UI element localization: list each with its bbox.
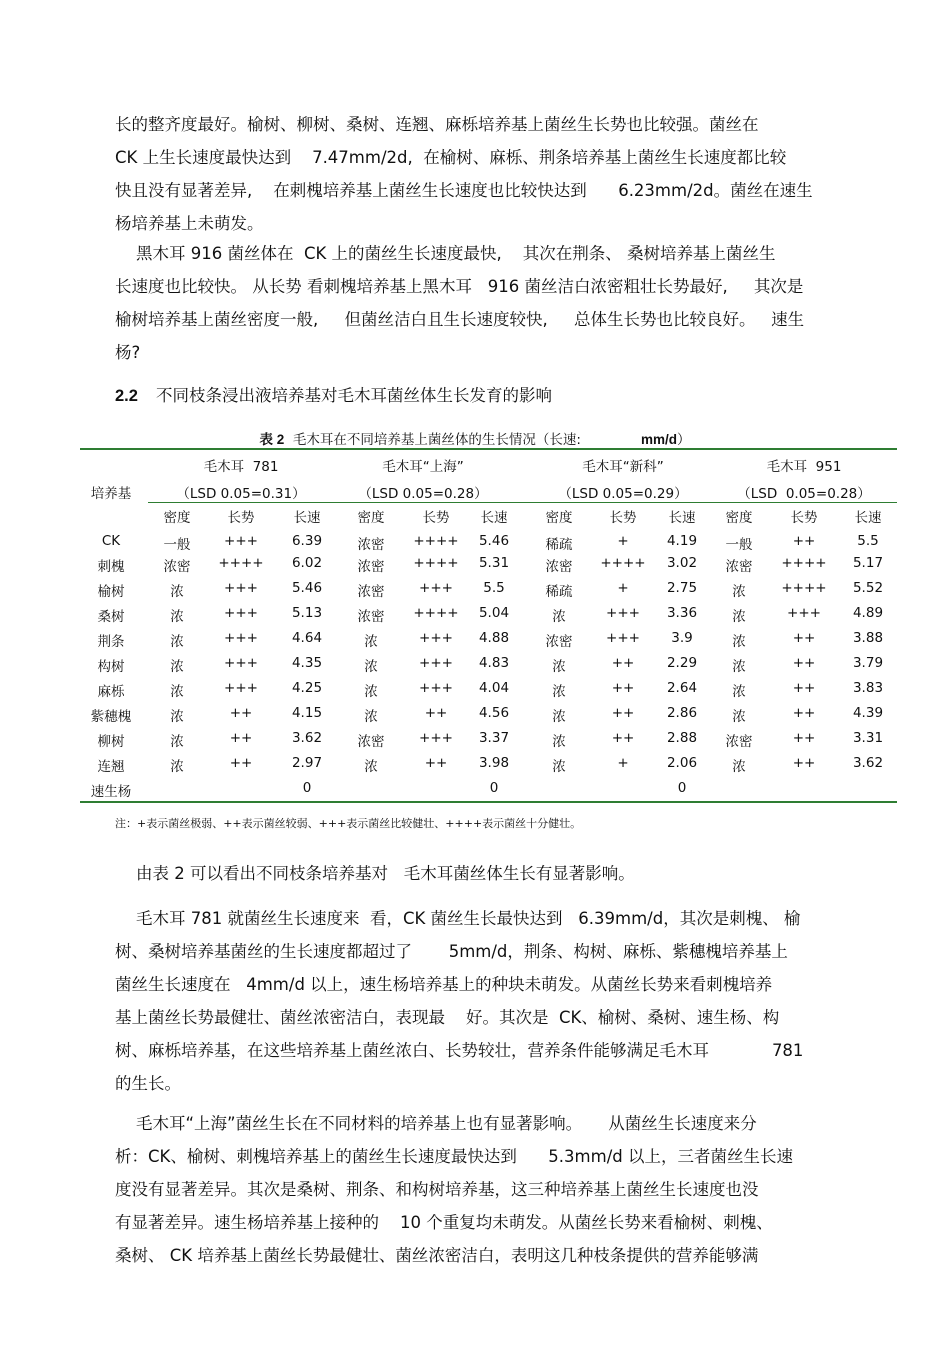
table-cell: ++++ (413, 605, 459, 621)
text-line: 析：CK、榆树、刺槐培养基上的菌丝生长速度最快达到 5.3mm/d 以上，三者菌丝生长速 (115, 1147, 793, 1166)
table-cell: 3.98 (478, 755, 510, 771)
sub-header: 长速 (854, 510, 882, 526)
group-lsd: （LSD 0.05=0.31） (176, 486, 306, 502)
table-cell: 0 (302, 780, 312, 796)
table-cell: 5.52 (852, 580, 884, 596)
sub-header: 长速 (668, 510, 696, 526)
table-cell: ++ (792, 655, 816, 671)
table-cell: ++++ (413, 555, 459, 571)
table-cell: 5.17 (852, 555, 884, 571)
table-cell: ++ (611, 680, 635, 696)
table-number: 表 2 (259, 432, 285, 447)
text-line: 毛木耳“上海”菌丝生长在不同材料的培养基上也有显著影响。 从菌丝生长速度来分 (115, 1114, 757, 1133)
table-cell: 5.5 (857, 533, 879, 549)
table-cell: 浓 (552, 759, 566, 775)
table-cell: 5.04 (478, 605, 510, 621)
table-cell: ++ (792, 755, 816, 771)
section-title: 不同枝条浸出液培养基对毛木耳菌丝体生长发育的影响 (155, 386, 552, 405)
table-unit: mm/d (640, 432, 677, 447)
table-title: 毛木耳在不同培养基上菌丝体的生长情况（长速: (284, 432, 581, 448)
row-label: 构树 (97, 659, 125, 675)
table-cell: 一般 (163, 537, 191, 553)
table-cell: +++ (224, 655, 258, 671)
table-cell: 浓 (552, 609, 566, 625)
table-cell: 4.19 (666, 533, 698, 549)
text-line: 长速度也比较快。 从长势 看刺槐培养基上黑木耳 916 菌丝洁白浓密粗壮长势最好, 其次是 (115, 277, 804, 296)
sub-header: 长势 (422, 510, 450, 526)
table-cell: ++++ (781, 580, 827, 596)
table-cell: 浓 (732, 634, 746, 650)
row-label: 麻栎 (97, 684, 125, 700)
table-cell: 4.64 (291, 630, 323, 646)
table-cell: 3.88 (852, 630, 884, 646)
group-header: 毛木耳“上海” (382, 459, 464, 475)
table-cell: 浓密 (357, 734, 385, 750)
table-cell: 5.46 (478, 533, 510, 549)
table-cell: 2.75 (666, 580, 698, 596)
table-cell: + (617, 533, 629, 549)
table-cell: 浓 (170, 634, 184, 650)
table-cell: 0 (677, 780, 687, 796)
table-cell: ++++ (218, 555, 264, 571)
table-cell: 2.29 (666, 655, 698, 671)
table-cell: 3.62 (291, 730, 323, 746)
table-cell: 5.13 (291, 605, 323, 621)
table-cell: ++ (792, 730, 816, 746)
table-cell: 0 (489, 780, 499, 796)
table-cell: ++ (611, 655, 635, 671)
table-cell: 浓 (732, 659, 746, 675)
table-cell: 浓密 (163, 559, 191, 575)
text-line: 树、麻栎培养基，在这些培养基上菌丝浓白、长势较壮，营养条件能够满足毛木耳 781 (115, 1041, 804, 1060)
table-cell: +++ (224, 630, 258, 646)
table-cell: ++ (229, 730, 253, 746)
table-cell: +++ (419, 730, 453, 746)
table-cell: 浓密 (725, 559, 753, 575)
table-cell: 4.35 (291, 655, 323, 671)
text-line: 快且没有显著差异, 在刺槐培养基上菌丝生长速度也比较快达到 6.23mm/2d。菌丝在速生 (115, 181, 813, 200)
table-cell: 浓 (552, 684, 566, 700)
table-cell: 2.88 (666, 730, 698, 746)
group-header: 毛木耳“新科” (582, 459, 664, 475)
table-cell: ++ (792, 680, 816, 696)
table-cell: + (617, 580, 629, 596)
group-lsd: （LSD 0.05=0.28） (737, 486, 871, 502)
table-cell: 浓 (170, 709, 184, 725)
table-cell: +++ (787, 605, 821, 621)
table-cell: 4.56 (478, 705, 510, 721)
sub-header: 密度 (357, 510, 385, 526)
text-line: 桑树、 CK 培养基上菌丝长势最健壮、菌丝浓密洁白，表明这几种枝条提供的营养能够满 (115, 1246, 759, 1265)
table-cell: 浓 (364, 759, 378, 775)
table-cell: 浓 (364, 684, 378, 700)
table-cell: +++ (419, 680, 453, 696)
text-line: 长的整齐度最好。榆树、柳树、桑树、连翘、麻栎培养基上菌丝生长势也比较强。菌丝在 (115, 115, 759, 134)
text-line: 由表 2 可以看出不同枝条培养基对 毛木耳菌丝体生长有显著影响。 (115, 864, 635, 883)
group-header: 毛木耳 951 (766, 459, 842, 475)
table-cell: ++ (229, 705, 253, 721)
table-cell: 2.06 (666, 755, 698, 771)
table-cell: 浓密 (545, 634, 573, 650)
text-line: 度没有显著差异。其次是桑树、荆条、和构树培养基，这三种培养基上菌丝生长速度也没 (115, 1180, 759, 1199)
row-label: 紫穗槐 (90, 709, 132, 725)
table-cell: 4.25 (291, 680, 323, 696)
row-label: 速生杨 (90, 784, 132, 800)
table-cell: 浓 (364, 634, 378, 650)
table-cell: 浓密 (357, 537, 385, 553)
sub-header: 密度 (545, 510, 573, 526)
table-cell: +++ (606, 605, 640, 621)
table-cell: 浓 (170, 759, 184, 775)
table-cell: 5.46 (291, 580, 323, 596)
table-cell: 浓 (732, 584, 746, 600)
table-cell: +++ (224, 605, 258, 621)
table-cell: ++ (792, 705, 816, 721)
table-cell: ++ (424, 755, 448, 771)
table-cell: ++ (792, 533, 816, 549)
sub-header: 长速 (293, 510, 321, 526)
paragraph-3 (115, 857, 855, 890)
table-cell: 4.88 (478, 630, 510, 646)
table-cell: ++++ (781, 555, 827, 571)
table-cell: 4.83 (478, 655, 510, 671)
row-label: 榆树 (97, 584, 125, 600)
table-cell: 3.79 (852, 655, 884, 671)
table-cell: 浓 (170, 609, 184, 625)
table-cell: 浓 (170, 659, 184, 675)
text-line: 黑木耳 916 菌丝体在 CK 上的菌丝生长速度最快, 其次在荆条、 桑树培养基上菌丝生 (115, 244, 776, 263)
row-label: 荆条 (97, 634, 125, 650)
table-cell: 浓 (170, 584, 184, 600)
table-cell: 4.04 (478, 680, 510, 696)
table-cell: 3.37 (478, 730, 510, 746)
table-cell: + (617, 755, 629, 771)
table-cell: 浓密 (725, 734, 753, 750)
table-cell: 稀疏 (545, 584, 573, 600)
table-cell: ++ (792, 630, 816, 646)
text-line: 毛木耳 781 就菌丝生长速度来 看，CK 菌丝生长最快达到 6.39mm/d，其次是刺槐、 榆 (115, 909, 801, 928)
table-cell: 浓 (732, 609, 746, 625)
table-cell: 浓密 (545, 559, 573, 575)
table-cell: 3.62 (852, 755, 884, 771)
table-cell: 4.15 (291, 705, 323, 721)
table-cell: 浓 (552, 734, 566, 750)
text-line: 菌丝生长速度在 4mm/d 以上，速生杨培养基上的种块未萌发。从菌丝长势来看刺槐培养 (115, 975, 773, 994)
table-cell: 2.97 (291, 755, 323, 771)
table-cell: ++ (611, 705, 635, 721)
sub-header: 密度 (725, 510, 753, 526)
table-cell: ++ (424, 705, 448, 721)
row-label: 柳树 (97, 734, 125, 750)
table-cell: +++ (419, 630, 453, 646)
table-cell: ++ (611, 730, 635, 746)
row-label: CK (101, 533, 121, 549)
table-cell: +++ (419, 580, 453, 596)
text-line: 的生长。 (115, 1074, 181, 1093)
table-cell: 一般 (725, 537, 753, 553)
table-cell: 浓 (364, 659, 378, 675)
table-cell: 6.02 (291, 555, 323, 571)
sub-header: 长势 (609, 510, 637, 526)
table-row-header: 培养基 (90, 486, 132, 502)
table-cell: 浓 (364, 709, 378, 725)
table-cell: 5.5 (483, 580, 505, 596)
text-line: 有显著差异。速生杨培养基上接种的 10 个重复均未萌发。从菌丝长势来看榆树、刺槐、 (115, 1213, 773, 1232)
table-cell: 2.86 (666, 705, 698, 721)
table-bottom-rule (80, 801, 897, 803)
table-caption-end: ） (677, 432, 691, 448)
paragraph-1 (115, 108, 855, 240)
table-cell: 2.64 (666, 680, 698, 696)
table-cell: 稀疏 (545, 537, 573, 553)
table-cell: 6.39 (291, 533, 323, 549)
sub-header: 长势 (790, 510, 818, 526)
section-number: 2.2 (115, 387, 138, 405)
table-cell: +++ (224, 680, 258, 696)
group-lsd: （LSD 0.05=0.28） (358, 486, 488, 502)
table-cell: 浓密 (357, 559, 385, 575)
sub-header: 密度 (163, 510, 191, 526)
text-line: CK 上生长速度最快达到 7.47mm/2d, 在榆树、麻栎、荆条培养基上菌丝生长速度都比较 (115, 148, 787, 167)
table-header-rule (148, 502, 897, 503)
paragraph-2 (115, 237, 855, 369)
table-cell: 浓 (732, 759, 746, 775)
table-top-rule (80, 448, 897, 450)
table-cell: +++ (224, 533, 258, 549)
table-cell: ++ (229, 755, 253, 771)
text-line: 杨培养基上未萌发。 (115, 214, 264, 233)
table-cell: 浓密 (357, 584, 385, 600)
table-cell: +++ (606, 630, 640, 646)
table-cell: +++ (419, 655, 453, 671)
table-cell: 3.31 (852, 730, 884, 746)
table-cell: 4.89 (852, 605, 884, 621)
row-label: 连翘 (97, 759, 125, 775)
section-heading (115, 382, 552, 406)
table-cell: 浓 (170, 734, 184, 750)
paragraph-5 (115, 1107, 855, 1272)
table-caption (0, 428, 950, 448)
table-note: 注：+表示菌丝极弱、++表示菌丝较弱、+++表示菌丝比较健壮、++++表示菌丝十分健壮。 (115, 817, 582, 830)
row-label: 桑树 (97, 609, 125, 625)
text-line: 杨? (115, 343, 141, 362)
table-cell: 浓 (732, 709, 746, 725)
row-label: 刺槐 (97, 559, 125, 575)
table-cell: 3.02 (666, 555, 698, 571)
text-line: 榆树培养基上菌丝密度一般, 但菌丝洁白且生长速度较快, 总体生长势也比较良好。 速生 (115, 310, 805, 329)
sub-header: 长速 (480, 510, 508, 526)
group-header: 毛木耳 781 (203, 459, 279, 475)
table-cell: 3.83 (852, 680, 884, 696)
table-cell: +++ (224, 580, 258, 596)
table-cell: 浓 (552, 709, 566, 725)
text-line: 树、桑树培养基菌丝的生长速度都超过了 5mm/d，荆条、构树、麻栎、紫穗槐培养基上 (115, 942, 788, 961)
table-cell: 浓 (552, 659, 566, 675)
table-cell: 浓 (732, 684, 746, 700)
table-cell: ++++ (413, 533, 459, 549)
paragraph-4 (115, 902, 855, 1100)
table-cell: 5.31 (478, 555, 510, 571)
table-cell: 4.39 (852, 705, 884, 721)
table-cell: 浓 (170, 684, 184, 700)
group-lsd: （LSD 0.05=0.29） (558, 486, 688, 502)
table-cell: ++++ (600, 555, 646, 571)
text-line: 基上菌丝长势最健壮、菌丝浓密洁白，表现最 好。其次是 CK、榆树、桑树、速生杨、构 (115, 1008, 780, 1027)
sub-header: 长势 (227, 510, 255, 526)
table-cell: 3.36 (666, 605, 698, 621)
table-cell: 浓密 (357, 609, 385, 625)
table-cell: 3.9 (671, 630, 693, 646)
